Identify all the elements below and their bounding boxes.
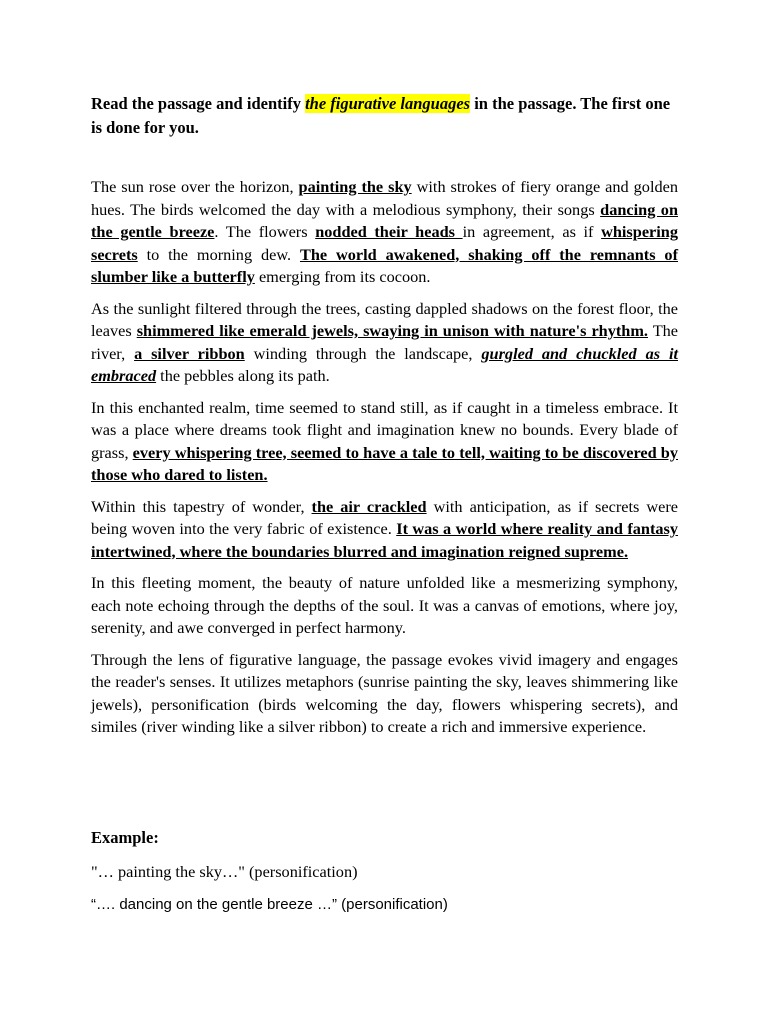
figurative-phrase: dancing on the gentle breeze (91, 199, 678, 241)
paragraph-3 (91, 397, 678, 487)
instruction-after: in the passage. The first one is done for you. (91, 94, 671, 137)
text: . The flowers (214, 222, 316, 241)
text: the pebbles along its path. (156, 366, 330, 385)
text: to the morning dew. (137, 244, 300, 264)
instruction-highlight: the figurative languages (305, 94, 471, 113)
figurative-phrase: nodded their heads (315, 222, 463, 241)
paragraph-4 (91, 496, 678, 564)
figurative-phrase: the air crackled (311, 496, 427, 516)
figurative-phrase: a silver ribbon (134, 343, 245, 363)
text: The river, (91, 321, 679, 363)
text: As the sunlight filtered through the trees, casting dappled shadows on the forest floor, the leaves (91, 298, 678, 340)
passage (91, 176, 678, 748)
example-line-1: "… painting the sky…" (personification) (91, 862, 358, 881)
figurative-phrase: every whispering tree, seemed to have a tale to tell, waiting to be discovered by those who dared to listen. (91, 442, 678, 484)
paragraph-5 (91, 572, 678, 640)
figurative-phrase: It was a world where reality and fantasy intertwined, where the boundaries blurred and imagination reigned supreme. (91, 519, 679, 561)
figurative-phrase: painting the sky (298, 177, 412, 196)
text: Within this tapestry of wonder, (91, 496, 312, 516)
paragraph-1 (91, 176, 678, 289)
example-heading: Example: (91, 828, 159, 847)
figurative-phrase: The world awakened, shaking off the remnants of slumber like a butterfly (91, 244, 678, 286)
text: with strokes of fiery orange and golden hues. The birds welcomed the day with a melodious symphony, their songs (91, 177, 678, 219)
text: The sun rose over the horizon, (91, 177, 299, 196)
text: emerging from its cocoon. (254, 267, 431, 286)
example-line-2: “…. dancing on the gentle breeze …” (personification) (91, 896, 448, 913)
text: winding through the landscape, (244, 343, 482, 363)
text: Through the lens of figurative language, the passage evokes vivid imagery and engages the reader's senses. It utilizes metaphors (sunrise painting the sky, leaves shimmering like jewels), personification (birds welcoming the day, flowers whispering secrets), and similes (river winding like a silver ribbon) to create a rich and immersive experience. (91, 649, 678, 736)
text: In this fleeting moment, the beauty of nature unfolded like a mesmerizing symphony, each note echoing through the depths of the soul. It was a canvas of emotions, where joy, serenity, and awe converged in perfect harmony. (91, 573, 678, 637)
text: in agreement, as if (462, 222, 602, 241)
text: with anticipation, as if secrets were being woven into the very fabric of existence. (91, 496, 679, 538)
figurative-phrase: shimmered like emerald jewels, swaying in unison with nature's rhythm. (136, 321, 648, 340)
text: In this enchanted realm, time seemed to stand still, as if caught in a timeless embrace. It was a place where dreams took flight and imagination knew no bounds. Every blade of grass, (91, 397, 678, 462)
figurative-phrase: gurgled and chuckled as it embraced (91, 343, 678, 385)
instruction-text (91, 92, 681, 140)
instruction-before: Read the passage and identify (91, 94, 306, 113)
paragraph-2 (91, 298, 678, 388)
figurative-phrase: whispering secrets (91, 222, 678, 264)
paragraph-6 (91, 649, 678, 739)
